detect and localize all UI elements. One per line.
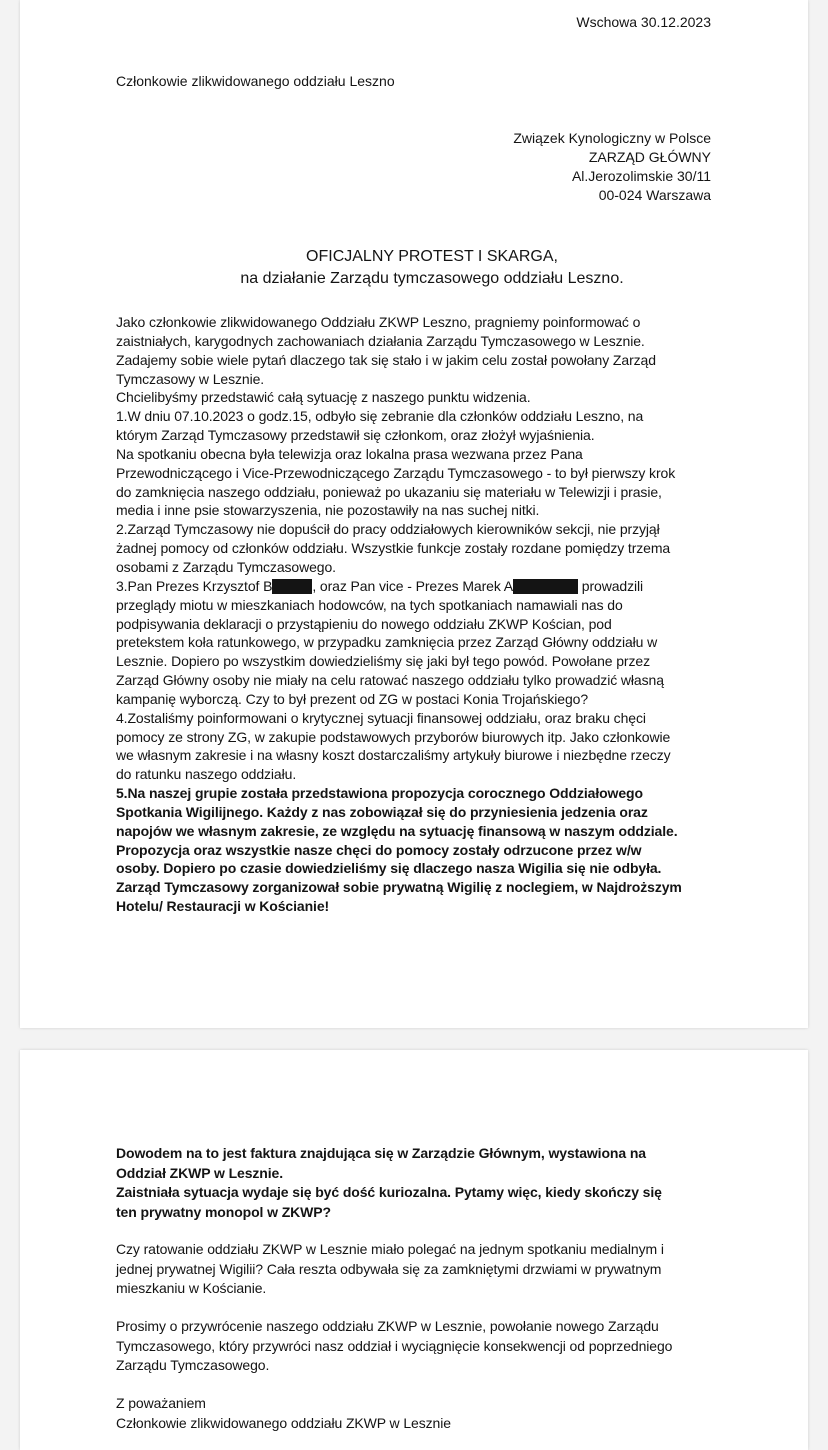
document-page-1 — [20, 0, 808, 1028]
body-line: żadnej pomocy od członków oddziału. Wszystkie funkcje zostały rozdane pomiędzy trzema — [116, 540, 671, 557]
bold-body-line: Zaistniała sytuacja wydaje się być dość kuriozalna. Pytamy więc, kiedy skończy się — [116, 1184, 662, 1200]
evidence-paragraph — [116, 1144, 716, 1222]
redaction-bar — [272, 579, 312, 594]
body-line: 2.Zarząd Tymczasowy nie dopuścił do pracy oddziałowych kierowników sekcji, nie przyjął — [116, 521, 660, 538]
body-line: Prosimy o przywrócenie naszego oddziału ZKWP w Lesznie, powołanie nowego Zarządu — [116, 1318, 659, 1334]
bold-body-line: osoby. Dopiero po czasie dowiedzieliśmy się dlaczego nasza Wigilia się nie odbyła. — [116, 860, 662, 877]
body-line: Zadajemy sobie wiele pytań dlaczego tak się stało i w jakim celu został powołany Zarząd — [116, 351, 656, 368]
addressee-line: Al.Jerozolimskie 30/11 — [571, 168, 711, 184]
body-line: do ratunku naszego oddziału. — [116, 766, 297, 783]
body-line: Tymczasowy w Lesznie. — [116, 370, 265, 387]
body-line: 4.Zostaliśmy poinformowani o krytycznej sytuacji finansowej oddziału, oraz braku chęci — [116, 709, 646, 726]
body-line: Lesznie. Dopiero po wszystkim dowiedzieliśmy się jaki był tego powód. Powołane przez — [116, 653, 650, 670]
body-line: Zarządu Tymczasowego. — [116, 1357, 270, 1373]
body-line: jednej prywatnej Wigilii? Cała reszta odbywała się za zamkniętymi drzwiami w prywatnym — [116, 1260, 662, 1277]
body-line-with-redactions — [116, 577, 716, 596]
body-line: Przewodniczącego i Vice-Przewodniczącego Zarządu Tymczasowego - to był pierwszy krok — [116, 464, 676, 481]
sender-line: Członkowie zlikwidowanego oddziału Leszno — [116, 73, 395, 89]
body-text: 3.Pan Prezes Krzysztof B — [116, 577, 273, 594]
body-line: którym Zarząd Tymczasowy przedstawił się członkom, oraz złożył wyjaśnienia. — [116, 427, 595, 444]
bold-body-line: Propozycja oraz wszystkie nasze chęci do pomocy zostały odrzucone przez w/w — [116, 841, 642, 858]
bold-body-line: Dowodem na to jest faktura znajdująca się w Zarządzie Głównym, wystawiona na — [116, 1145, 646, 1161]
bold-body-line: Zarząd Tymczasowy zorganizował sobie prywatną Wigilię z noclegiem, w Najdroższym — [116, 879, 682, 896]
bold-body-line: Hotelu/ Restauracji w Kościanie! — [116, 898, 330, 915]
bold-body-line: Oddział ZKWP w Lesznie. — [116, 1164, 284, 1181]
body-line: Chcielibyśmy przedstawić całą sytuację z naszego punktu widzenia. — [116, 389, 531, 406]
body-line: Na spotkaniu obecna była telewizja oraz lokalna prasa wezwana przez Pana — [116, 445, 583, 462]
bold-body-line: Spotkania Wigilijnego. Każdy z nas zobowiązał się do przyniesienia jedzenia oraz — [116, 803, 648, 820]
document-title — [20, 246, 808, 290]
body-line: Jako członkowie zlikwidowanego Oddziału ZKWP Leszno, pragniemy poinformować o — [116, 314, 641, 330]
body-line: do zamknięcia naszego oddziału, ponieważ po ukazaniu się materiału w Telewizji i prasie, — [116, 483, 662, 500]
body-line: Zarząd Główny osoby nie miały na celu ratować naszego oddziału tylko prowadzić własną — [116, 672, 664, 689]
body-line: mieszkaniu w Kościanie. — [116, 1280, 267, 1296]
date-line: Wschowa 30.12.2023 — [576, 14, 711, 30]
redaction-bar — [513, 579, 578, 594]
body-line: osobami z Zarządu Tymczasowego. — [116, 558, 336, 575]
question-paragraph — [116, 1240, 716, 1299]
title-line: na działanie Zarządu tymczasowego oddziału Leszno. — [240, 270, 624, 287]
document-page-2 — [20, 1050, 808, 1450]
body-line: pomocy ze strony ZG, w zakupie podstawowych przyborów biurowych itp. Jako członkowie — [116, 728, 671, 745]
addressee-line: ZARZĄD GŁÓWNY — [588, 149, 711, 165]
body-line: podpisywania deklaracji o przystąpieniu do nowego oddziału ZKWP Kościan, pod — [116, 615, 612, 632]
addressee-line: 00-024 Warszawa — [598, 187, 711, 203]
bold-body-line: ten prywatny monopol w ZKWP? — [116, 1203, 331, 1220]
bold-body-line: 5.Na naszej grupie została przedstawiona propozycja corocznego Oddziałowego — [116, 785, 643, 802]
letter-body — [116, 313, 716, 916]
body-text: prowadzili — [578, 577, 644, 594]
body-line: przeglądy miotu w mieszkaniach hodowców, na tych spotkaniach namawiali nas do — [116, 596, 623, 613]
bold-body-line: napojów we własnym zakresie, ze względu na sytuację finansową w naszym oddziale. — [116, 822, 678, 839]
body-text: , oraz Pan vice - Prezes Marek A — [312, 577, 513, 594]
addressee-block — [513, 129, 711, 205]
title-line: OFICJALNY PROTEST I SKARGA, — [306, 248, 558, 265]
body-line: pretekstem koła ratunkowego, w przypadku zamknięcia przez Zarząd Główny oddziału w — [116, 634, 658, 651]
body-line: Tymczasowego, który przywróci nasz oddział i wyciągnięcie konsekwencji od poprzedniego — [116, 1337, 673, 1354]
body-line: 1.W dniu 07.10.2023 o godz.15, odbyło się zebranie dla członków oddziału Leszno, na — [116, 408, 644, 425]
body-line: zaistniałych, karygodnych zachowaniach działania Zarządu Tymczasowego w Lesznie. — [116, 332, 645, 349]
body-line: Czy ratowanie oddziału ZKWP w Lesznie miało polegać na jednym spotkaniu medialnym i — [116, 1241, 664, 1257]
body-line: we własnym zakresie i na własny koszt dostarczaliśmy artykuły biurowe i niezbędne rzeczy — [116, 747, 671, 764]
body-line: kampanię wyborczą. Czy to był prezent od ZG w postaci Konia Trojańskiego? — [116, 690, 589, 707]
body-line: media i inne psie stowarzyszenia, nie pozostawiły na nas suchej nitki. — [116, 502, 540, 519]
signature-line: Członkowie zlikwidowanego oddziału ZKWP w Lesznie — [116, 1414, 451, 1431]
request-paragraph — [116, 1317, 716, 1376]
addressee-line: Związek Kynologiczny w Polsce — [513, 130, 711, 146]
closing-block — [116, 1394, 716, 1433]
closing-line: Z poważaniem — [116, 1395, 206, 1411]
